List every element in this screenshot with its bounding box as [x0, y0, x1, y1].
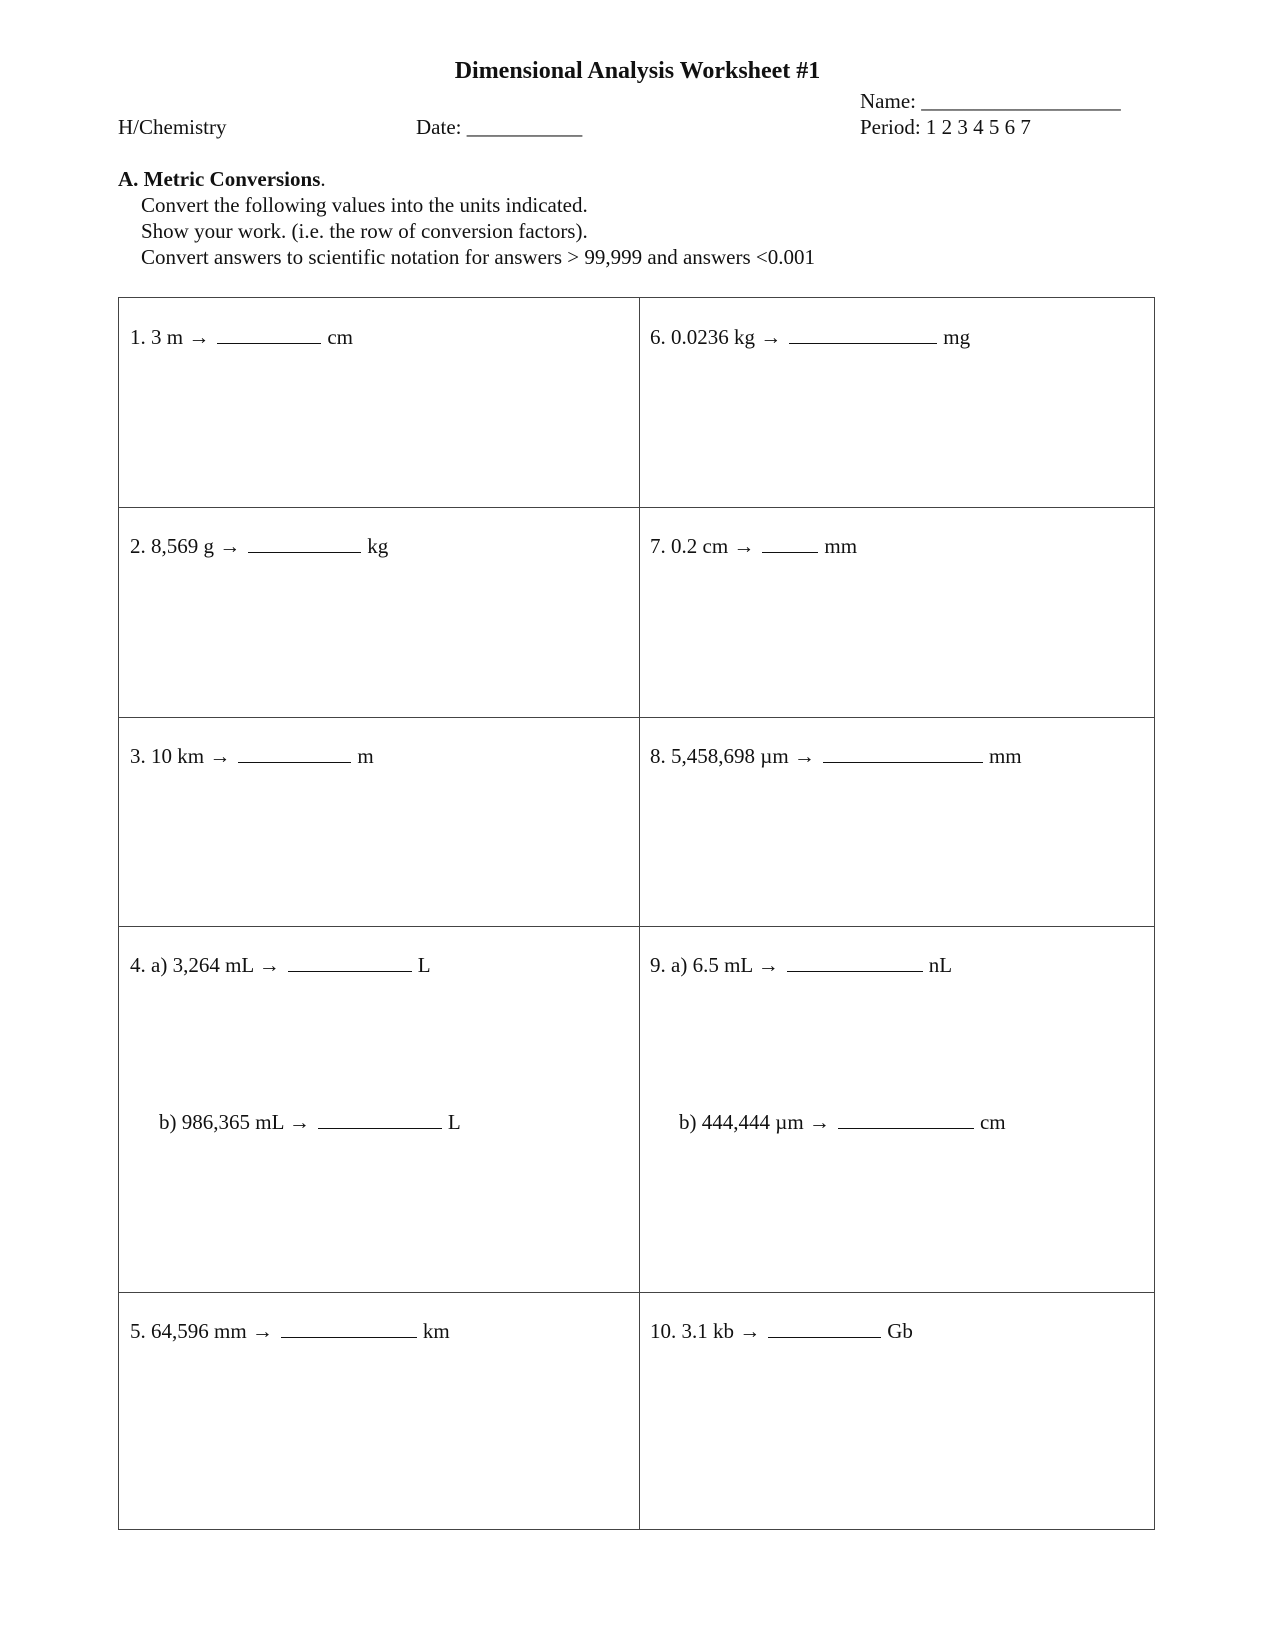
problem-6	[650, 325, 970, 350]
instruction-line: Convert the following values into the units indicated.	[141, 193, 588, 217]
problem-unit: mm	[824, 534, 858, 558]
problem-1	[130, 325, 353, 350]
problem-prompt: 2. 8,569 g →	[130, 534, 241, 558]
problem-8	[650, 744, 1022, 769]
column-divider	[639, 298, 640, 1529]
answer-blank[interactable]	[248, 536, 361, 553]
problem-9b	[679, 1110, 1006, 1135]
worksheet-title: Dimensional Analysis Worksheet #1	[454, 58, 821, 84]
problem-unit: km	[422, 1319, 450, 1343]
answer-blank[interactable]	[281, 1321, 417, 1338]
problem-4a	[130, 953, 431, 978]
date-field: Date: ___________	[416, 115, 583, 139]
answer-blank[interactable]	[789, 327, 937, 344]
answer-blank[interactable]	[768, 1321, 881, 1338]
problem-unit: nL	[928, 953, 953, 977]
problem-prompt: 7. 0.2 cm →	[650, 534, 755, 558]
problem-3	[130, 744, 374, 769]
problem-unit: L	[417, 953, 431, 977]
section-heading-period: .	[320, 167, 326, 191]
section-heading	[118, 167, 326, 192]
problem-7	[650, 534, 857, 559]
problem-unit: kg	[367, 534, 389, 558]
problem-prompt: 6. 0.0236 kg →	[650, 325, 782, 349]
instruction-line: Convert answers to scientific notation for answers > 99,999 and answers <0.001	[141, 245, 815, 269]
problem-unit: cm	[327, 325, 353, 349]
problem-unit: L	[447, 1110, 461, 1134]
answer-blank[interactable]	[238, 746, 351, 763]
problem-prompt: 8. 5,458,698 µm →	[650, 744, 815, 768]
name-field: Name: ___________________	[860, 89, 1121, 113]
answer-blank[interactable]	[762, 536, 818, 553]
problem-unit: mg	[943, 325, 971, 349]
problem-prompt: 4. a) 3,264 mL →	[130, 953, 280, 977]
problem-10	[650, 1319, 913, 1344]
section-heading-text: A. Metric Conversions	[118, 167, 321, 191]
period-field: Period: 1 2 3 4 5 6 7	[860, 115, 1031, 139]
problem-prompt: b) 444,444 µm →	[679, 1110, 830, 1134]
problem-2	[130, 534, 388, 559]
course-label: H/Chemistry	[118, 115, 227, 139]
problem-4b	[159, 1110, 461, 1135]
problem-prompt: 3. 10 km →	[130, 744, 231, 768]
answer-blank[interactable]	[217, 327, 321, 344]
problem-prompt: 1. 3 m →	[130, 325, 210, 349]
answer-blank[interactable]	[838, 1112, 974, 1129]
answer-blank[interactable]	[318, 1112, 442, 1129]
row-divider	[119, 507, 1154, 508]
row-divider	[119, 717, 1154, 718]
problem-unit: cm	[979, 1110, 1006, 1134]
row-divider	[119, 926, 1154, 927]
problem-prompt: 10. 3.1 kb →	[650, 1319, 761, 1343]
problem-unit: m	[357, 744, 374, 768]
problem-prompt: b) 986,365 mL →	[159, 1110, 310, 1134]
answer-blank[interactable]	[823, 746, 983, 763]
answer-blank[interactable]	[787, 955, 923, 972]
problem-9a	[650, 953, 952, 978]
problem-unit: mm	[988, 744, 1022, 768]
row-divider	[119, 1292, 1154, 1293]
problem-grid	[118, 297, 1155, 1530]
instruction-line: Show your work. (i.e. the row of conversion factors).	[141, 219, 588, 243]
problem-5	[130, 1319, 450, 1344]
problem-prompt: 5. 64,596 mm →	[130, 1319, 273, 1343]
answer-blank[interactable]	[288, 955, 412, 972]
problem-prompt: 9. a) 6.5 mL →	[650, 953, 779, 977]
problem-unit: Gb	[887, 1319, 913, 1343]
